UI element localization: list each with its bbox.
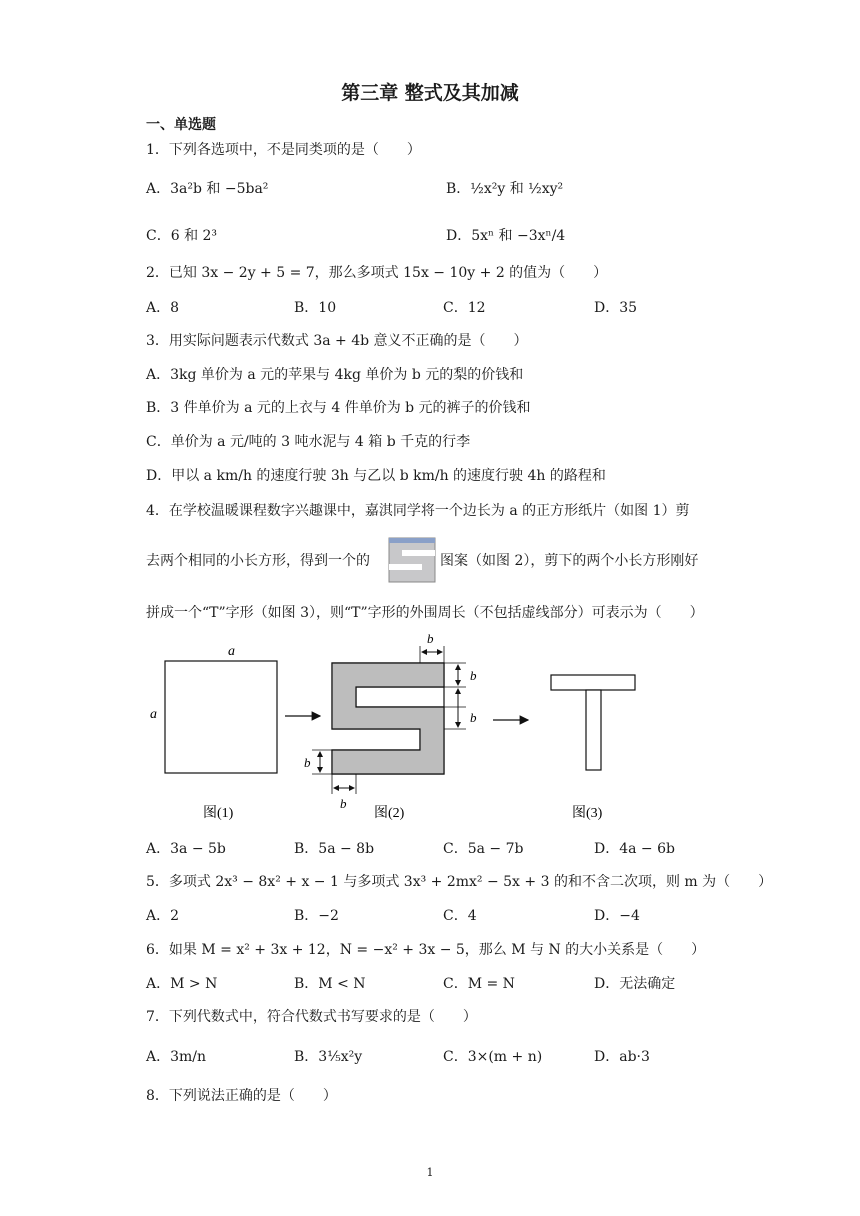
fig1-label-left: a [150,707,157,722]
question-4-stem-line3: 拼成一个“T”字形（如图 3），则“T”字形的外围周长（不包括虚线部分）可表示为（ ） [146,605,704,621]
fig2-label-b-bottom: b [340,796,347,811]
question-2-option-d: D．35 [594,300,638,316]
fig1-square [165,661,277,773]
question-5-stem: 5．多项式 2x³ − 8x² + x − 1 与多项式 3x³ + 2mx² − 5x + 3 的和不含二次项，则 m 为（ ） [146,874,773,890]
fig1-label-top: a [228,644,235,659]
question-3-option-a: A．3kg 单价为 a 元的苹果与 4kg 单价为 b 元的梨的价钱和 [146,367,524,383]
question-1-option-a: A．3a²b 和 −5ba² [146,181,269,197]
question-4-option-c: C．5a − 7b [443,841,524,857]
question-1-option-d: D．5xⁿ 和 −3xⁿ/4 [446,228,566,244]
question-7-option-b: B．3⅕x²y [294,1049,363,1065]
question-2-stem: 2．已知 3x − 2y + 5 = 7，那么多项式 15x − 10y + 2 的值为（ ） [146,265,608,281]
question-4-stem-line2b: 图案（如图 2），剪下的两个小长方形刚好 [440,553,699,569]
page-title: 第三章 整式及其加减 [341,82,519,104]
question-1-stem: 1．下列各选项中，不是同类项的是（ ） [146,142,421,158]
question-1-option-c: C．6 和 2³ [146,228,218,244]
fig2-label-b-top: b [427,631,434,646]
fig3-caption: 图(3) [572,806,603,821]
question-4-option-a: A．3a − 5b [146,841,226,857]
question-5-option-a: A．2 [146,908,180,924]
section-heading: 一、单选题 [146,117,216,133]
fig2-label-b-right1: b [470,668,477,683]
question-2-option-a: A．8 [146,300,180,316]
fig2-shape-outline [332,663,444,774]
fig2-caption: 图(2) [374,806,405,821]
question-6-option-d: D．无法确定 [594,976,676,992]
inline-z-shape-icon [388,537,436,583]
question-6-option-a: A．M > N [146,976,218,992]
question-6-option-b: B．M < N [294,976,366,992]
question-4-option-d: D．4a − 6b [594,841,675,857]
question-4-stem-line2a: 去两个相同的小长方形，得到一个的 [146,553,370,569]
question-2-option-b: B．10 [294,300,337,316]
question-6-stem: 6．如果 M = x² + 3x + 12，N = −x² + 3x − 5，那么 M 与 N 的大小关系是（ ） [146,942,706,958]
question-1-option-b: B．½x²y 和 ½xy² [446,181,564,197]
question-3-option-d: D．甲以 a km/h 的速度行驶 3h 与乙以 b km/h 的速度行驶 4h 的路程和 [146,468,606,484]
question-8-stem: 8．下列说法正确的是（ ） [146,1088,337,1104]
question-4-option-b: B．5a − 8b [294,841,375,857]
question-7-option-a: A．3m/n [146,1049,207,1065]
question-3-stem: 3．用实际问题表示代数式 3a + 4b 意义不正确的是（ ） [146,333,528,349]
question-7-stem: 7．下列代数式中，符合代数式书写要求的是（ ） [146,1009,477,1025]
question-6-option-c: C．M = N [443,976,515,992]
fig1-caption: 图(1) [203,806,234,821]
question-3-option-c: C．单价为 a 元/吨的 3 吨水泥与 4 箱 b 千克的行李 [146,434,471,450]
question-7-option-c: C．3×(m + n) [443,1049,543,1065]
question-5-option-d: D．−4 [594,908,640,924]
question-2-option-c: C．12 [443,300,486,316]
fig3-t-stem [586,690,601,770]
page-number: 1 [426,1166,434,1179]
question-7-option-d: D．ab·3 [594,1049,650,1065]
question-3-option-b: B．3 件单价为 a 元的上衣与 4 件单价为 b 元的裤子的价钱和 [146,400,531,416]
fig2-label-b-right2: b [470,710,477,725]
question-4-stem-line1: 4．在学校温暖课程数字兴趣课中，嘉淇同学将一个边长为 a 的正方形纸片（如图 1）剪 [146,503,690,519]
fig2-label-b-left: b [304,755,311,770]
question-5-option-b: B．−2 [294,908,339,924]
question-5-option-c: C．4 [443,908,477,924]
fig3-t-top [551,675,635,690]
question-4-figure [130,628,650,828]
